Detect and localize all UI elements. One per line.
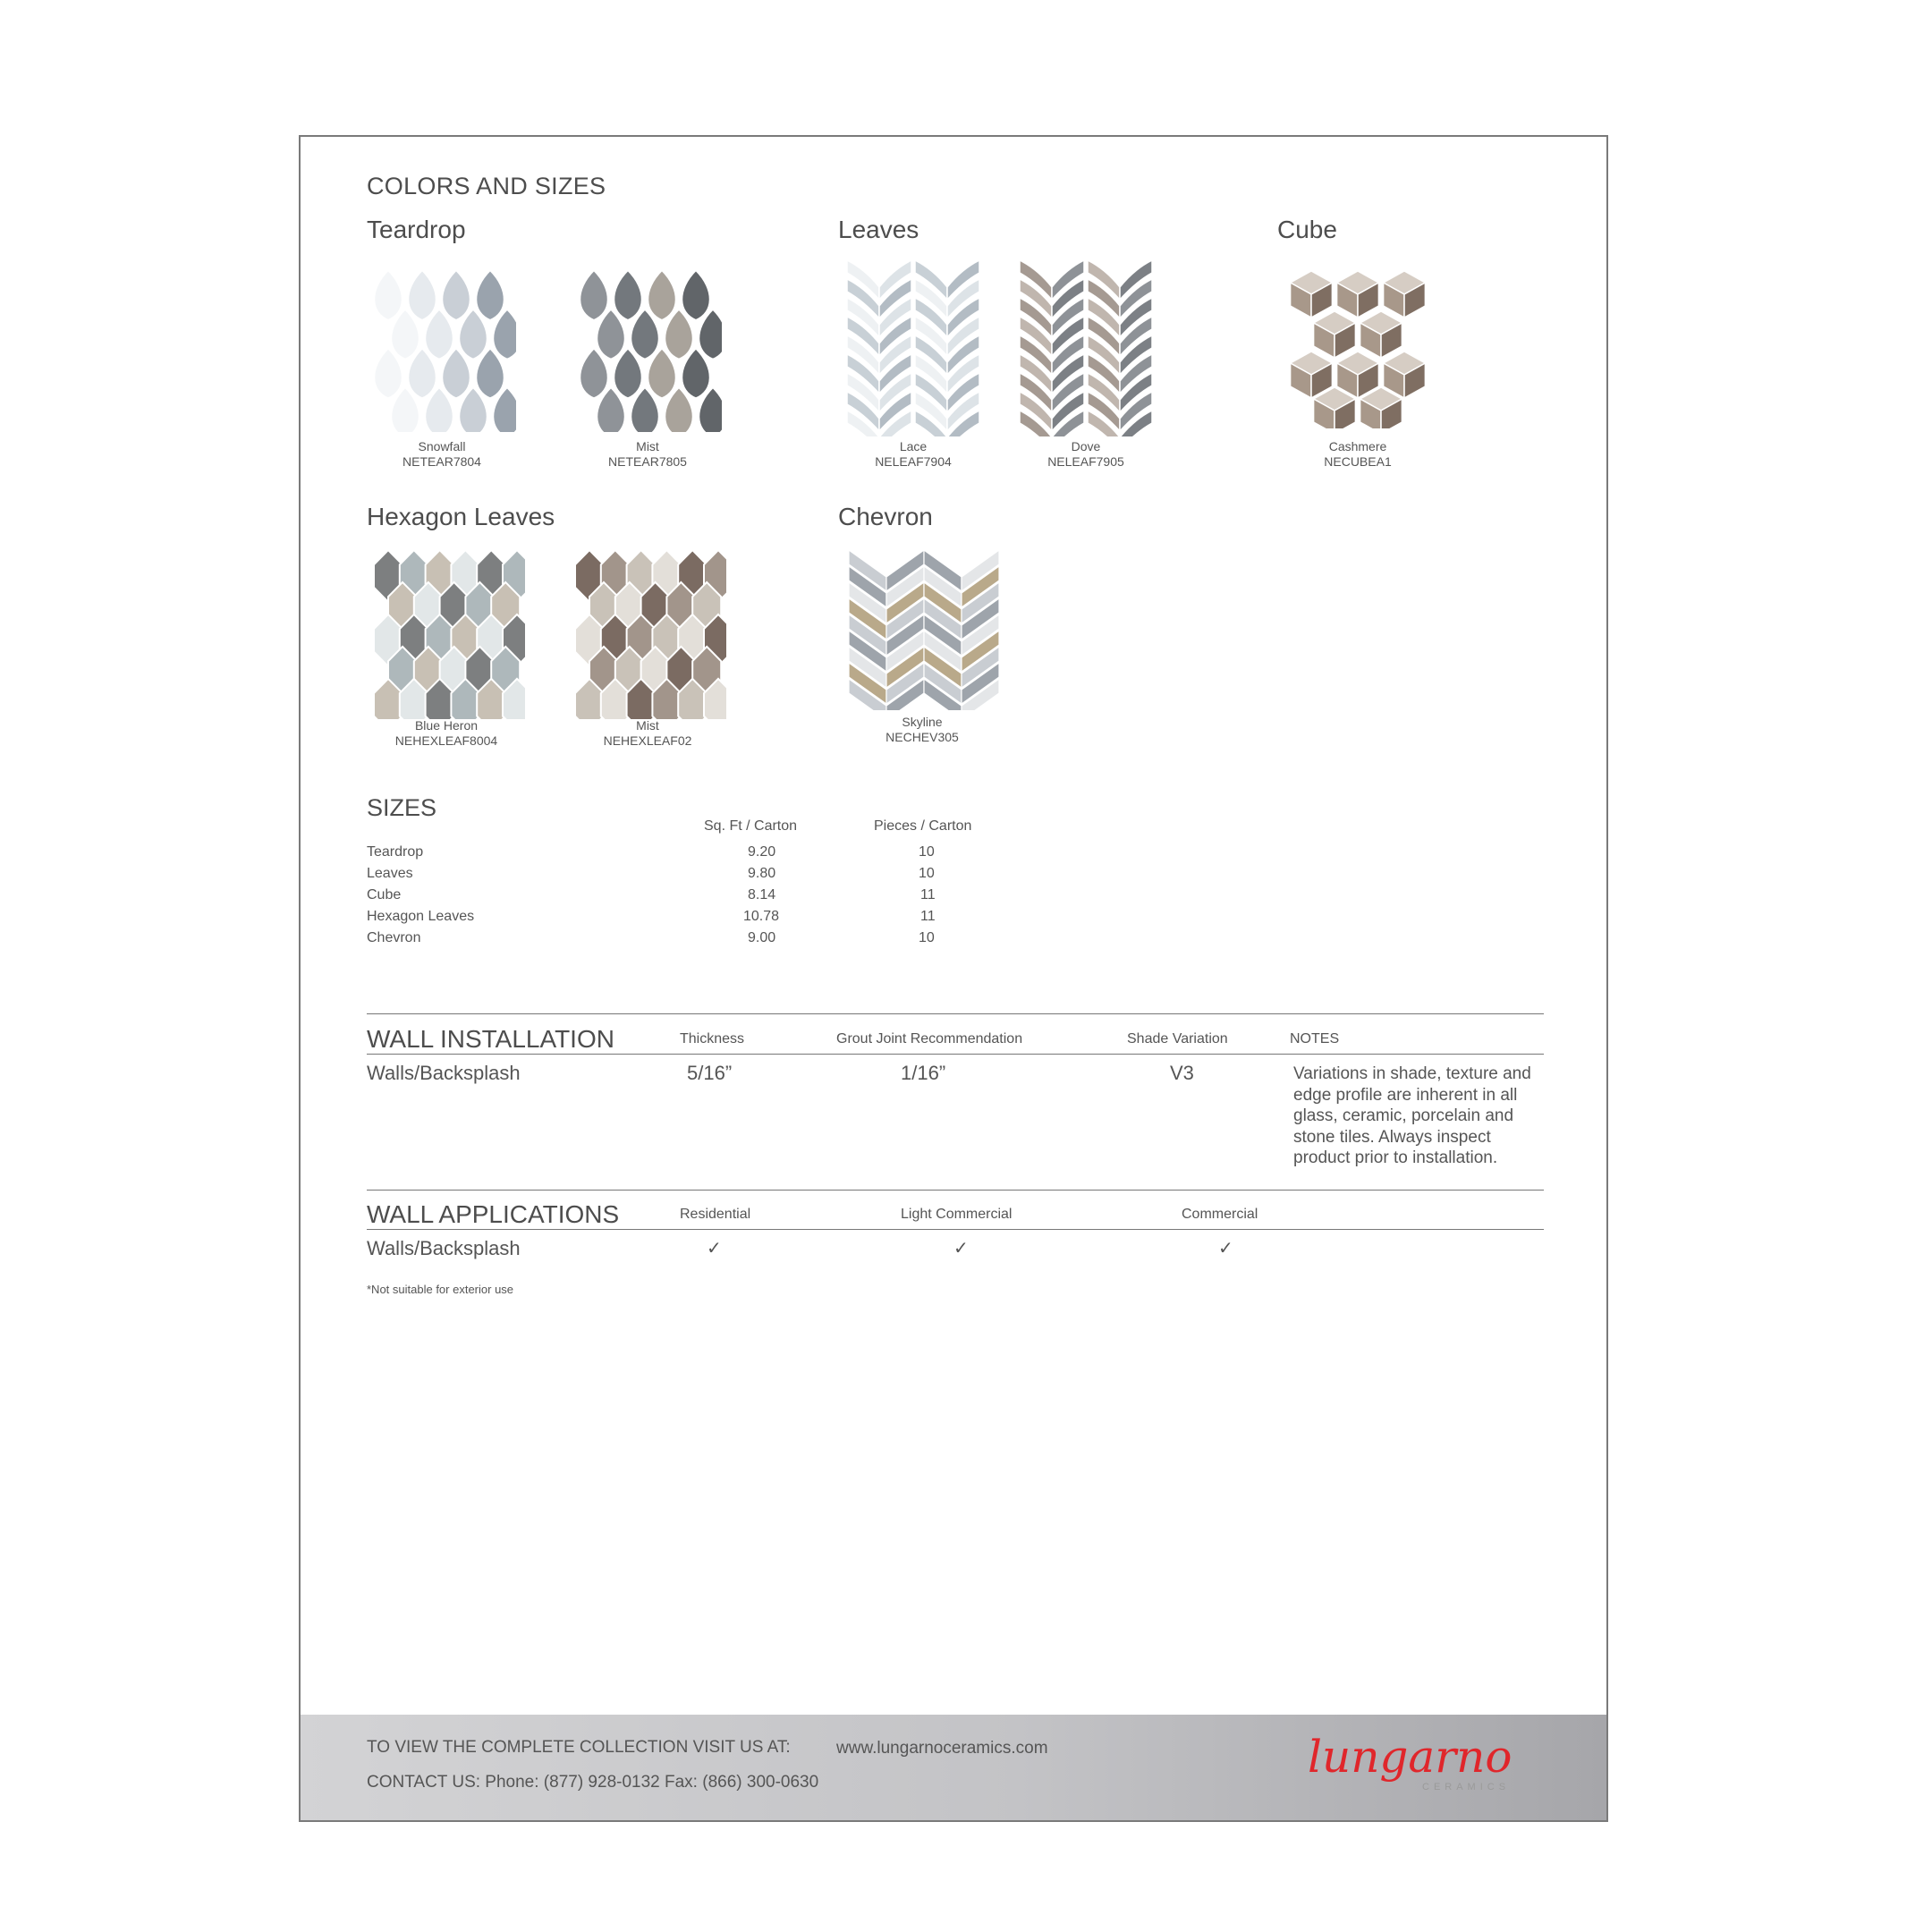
swatch-skyline — [845, 545, 1002, 710]
sizes-heading: SIZES — [367, 794, 437, 821]
size-sqft: 9.20 — [748, 844, 776, 860]
size-name: Teardrop — [367, 844, 424, 860]
swatch-dove — [1014, 253, 1157, 436]
size-pieces: 11 — [920, 887, 936, 902]
svg-text:CERAMICS: CERAMICS — [1422, 1782, 1511, 1792]
caption-mist-teardrop — [558, 439, 737, 470]
swatch-cashmere — [1275, 258, 1441, 428]
footer-band — [301, 1715, 1606, 1820]
size-pieces: 10 — [919, 930, 935, 945]
sizes-row — [367, 844, 993, 866]
caption-skyline — [833, 715, 1012, 745]
swatch-lace — [842, 253, 985, 436]
size-pieces: 10 — [919, 866, 935, 881]
swatch-name: Dove — [1071, 439, 1101, 453]
caption-snowfall — [352, 439, 531, 470]
swatch-snowfall — [369, 258, 516, 432]
size-sqft: 9.00 — [748, 930, 776, 945]
swatch-code: NETEAR7804 — [402, 454, 481, 469]
notes-text: Variations in shade, texture and edge profile are inherent in all glass, ceramic, porcelain and stone tiles. Always inspect product prior to installation. — [1293, 1064, 1531, 1167]
caption-cashmere — [1268, 439, 1447, 470]
group-title-leaves: Leaves — [838, 216, 919, 243]
swatch-name: Snowfall — [418, 439, 466, 453]
swatch-code: NECUBEA1 — [1324, 454, 1392, 469]
swatch-name: Mist — [636, 718, 659, 733]
size-name: Hexagon Leaves — [367, 909, 475, 924]
footer-website-link[interactable]: www.lungarnoceramics.com — [836, 1739, 1048, 1758]
light-commercial-check-icon: ✓ — [953, 1239, 969, 1258]
swatch-name: Mist — [636, 439, 659, 453]
caption-mist-hexagon — [558, 718, 737, 749]
divider — [367, 1013, 1544, 1014]
size-sqft: 8.14 — [748, 887, 776, 902]
swatch-code: NETEAR7805 — [608, 454, 687, 469]
commercial-check-icon: ✓ — [1218, 1239, 1233, 1258]
brand-wordmark — [1306, 1725, 1538, 1797]
exterior-footnote: *Not suitable for exterior use — [367, 1283, 514, 1296]
swatch-blue-heron — [369, 545, 525, 719]
size-name: Chevron — [367, 930, 421, 945]
wall-installation-heading: WALL INSTALLATION — [367, 1025, 614, 1053]
caption-blue-heron — [357, 718, 536, 749]
size-name: Cube — [367, 887, 402, 902]
group-title-hexagon-leaves: Hexagon Leaves — [367, 503, 555, 530]
sizes-row — [367, 930, 993, 952]
footer-visit-label: TO VIEW THE COMPLETE COLLECTION VISIT US AT: — [367, 1738, 791, 1757]
col-commercial: Commercial — [1182, 1207, 1258, 1222]
sizes-row — [367, 909, 993, 930]
swatch-code: NECHEV305 — [886, 730, 959, 744]
col-residential: Residential — [680, 1207, 751, 1222]
group-title-cube: Cube — [1277, 216, 1337, 243]
col-grout: Grout Joint Recommendation — [836, 1031, 1023, 1046]
col-light-commercial: Light Commercial — [901, 1207, 1013, 1222]
sizes-col-sqft: Sq. Ft / Carton — [704, 818, 798, 834]
swatch-mist-hexagon — [570, 545, 726, 719]
swatch-mist-teardrop — [574, 258, 722, 432]
size-pieces: 10 — [919, 844, 935, 860]
sizes-col-pieces: Pieces / Carton — [874, 818, 972, 834]
swatch-code: NELEAF7905 — [1047, 454, 1124, 469]
applications-row-label: Walls/Backsplash — [367, 1237, 521, 1259]
swatch-name: Skyline — [902, 715, 943, 729]
swatch-name: Blue Heron — [414, 718, 479, 733]
sizes-row — [367, 887, 993, 909]
svg-text:lungarno: lungarno — [1308, 1731, 1513, 1783]
size-sqft: 9.80 — [748, 866, 776, 881]
swatch-code: NELEAF7904 — [875, 454, 952, 469]
group-title-chevron: Chevron — [838, 503, 933, 530]
spec-sheet-page — [299, 135, 1608, 1822]
group-title-teardrop: Teardrop — [367, 216, 466, 243]
wall-applications-heading: WALL APPLICATIONS — [367, 1200, 620, 1228]
shade-value: V3 — [1170, 1062, 1194, 1084]
swatch-code: NEHEXLEAF8004 — [394, 733, 498, 748]
colors-sizes-heading: COLORS AND SIZES — [367, 173, 606, 199]
col-shade: Shade Variation — [1127, 1031, 1228, 1046]
col-thickness: Thickness — [680, 1031, 745, 1046]
footer-contact: CONTACT US: Phone: (877) 928-0132 Fax: (866) 300-0630 — [367, 1773, 819, 1792]
lungarno-ceramics-logo — [1306, 1725, 1538, 1797]
grout-value: 1/16” — [901, 1062, 946, 1084]
divider — [367, 1229, 1544, 1230]
caption-lace — [824, 439, 1003, 470]
divider — [367, 1190, 1544, 1191]
residential-check-icon: ✓ — [707, 1239, 722, 1258]
install-row-label: Walls/Backsplash — [367, 1062, 521, 1084]
col-notes: NOTES — [1290, 1031, 1340, 1046]
size-sqft: 10.78 — [743, 909, 780, 924]
swatch-code: NEHEXLEAF02 — [603, 733, 692, 748]
size-pieces: 11 — [920, 909, 936, 924]
size-name: Leaves — [367, 866, 413, 881]
caption-dove — [996, 439, 1175, 470]
swatch-name: Lace — [899, 439, 928, 453]
sizes-row — [367, 866, 993, 887]
thickness-value: 5/16” — [687, 1062, 733, 1084]
divider — [367, 1054, 1544, 1055]
swatch-name: Cashmere — [1328, 439, 1387, 453]
